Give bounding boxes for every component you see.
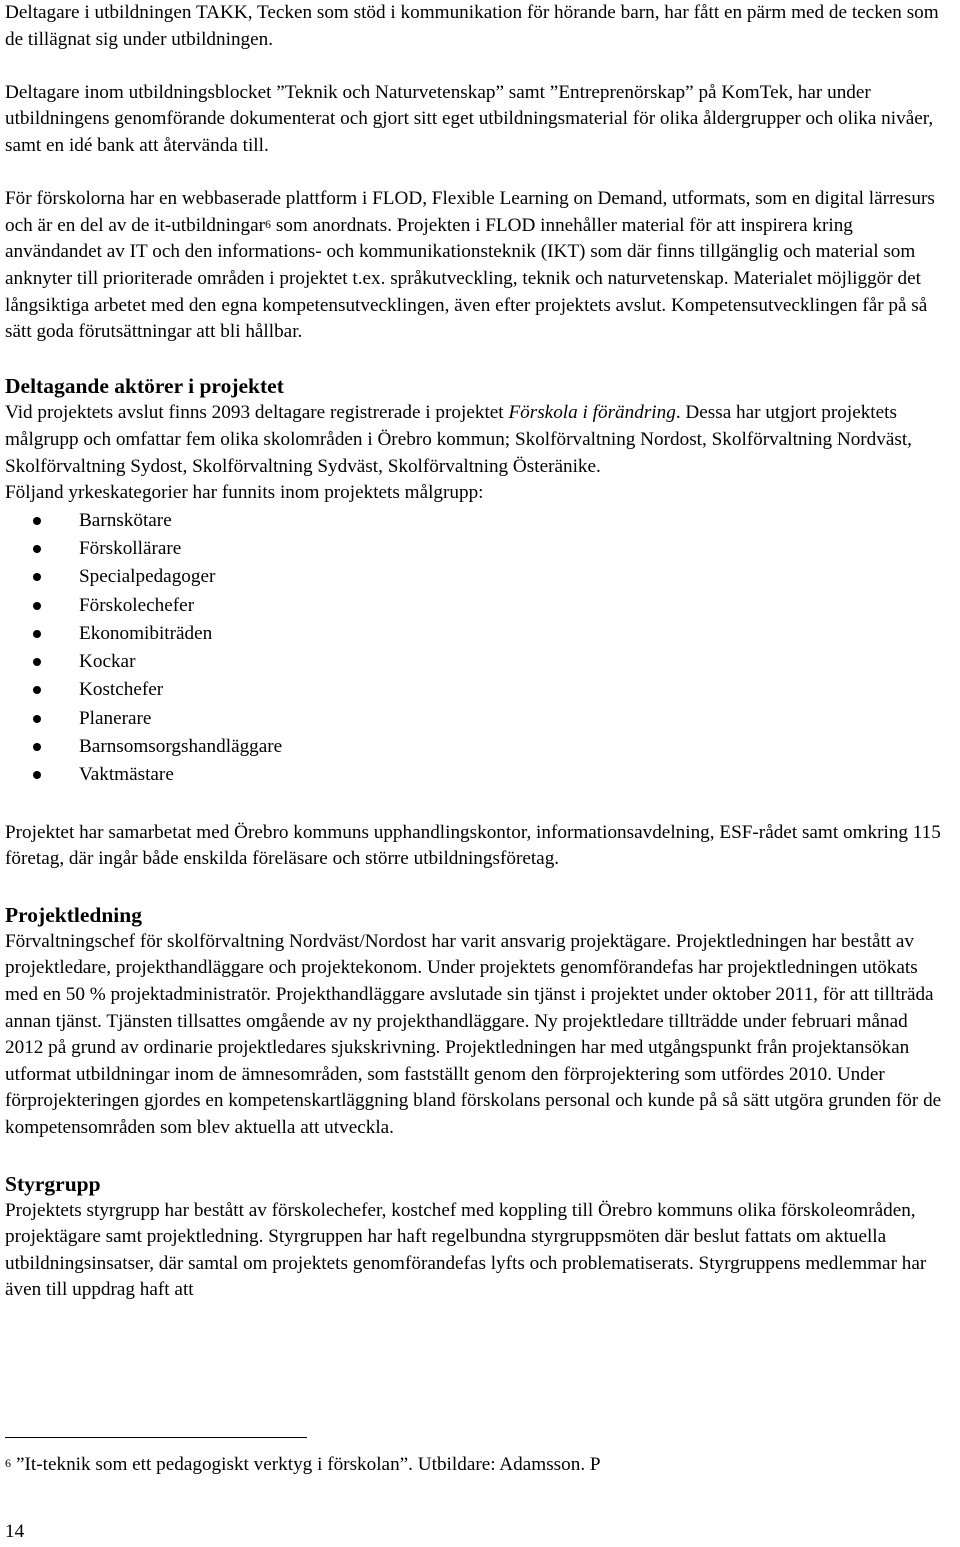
actors-text-a: Vid projektets avslut finns 2093 deltagare registrerade i projektet: [5, 402, 509, 424]
list-item-label: Vaktmästare: [79, 764, 174, 786]
project-name: Förskola i förändring: [508, 402, 676, 424]
list-item: [5, 620, 950, 648]
bullet-icon: [33, 771, 41, 779]
paragraph-collaboration: Projektet har samarbetat med Örebro kommuns upphandlingskontor, informationsavdelning, ESF-rådet samt omkring 115 företag, där ingår både enskilda föreläsare och större utbildningsföretag.: [5, 821, 941, 870]
category-list: [5, 507, 950, 790]
footnote: [5, 1452, 601, 1478]
bullet-icon: [33, 686, 41, 694]
list-item: [5, 705, 950, 733]
paragraph-komtek: Deltagare inom utbildningsblocket ”Teknik och Naturvetenskap” samt ”Entreprenörskap” på KomTek, har under utbildningens genomförande dokumenterat och gjort sitt eget utbildningsmaterial för olika åldergrupper och olika nivåer, samt en idé bank att återvända till.: [5, 81, 934, 156]
paragraph-actors: [5, 400, 950, 480]
list-item: [5, 676, 950, 704]
heading-project-lead: Projektledning: [5, 902, 142, 927]
footnote-reference: 6: [265, 216, 272, 231]
list-item-label: Förskolechefer: [79, 594, 195, 616]
bullet-icon: [33, 573, 41, 581]
heading-steering-group: Styrgrupp: [5, 1171, 101, 1196]
list-item-label: Förskollärare: [79, 537, 182, 559]
bullet-icon: [33, 545, 41, 553]
list-item: [5, 648, 950, 676]
list-item-label: Kockar: [79, 651, 136, 673]
bullet-icon: [33, 743, 41, 751]
list-item-label: Barnsomsorgshandläggare: [79, 736, 283, 758]
list-item: [5, 761, 950, 789]
bullet-icon: [33, 602, 41, 610]
bullet-icon: [33, 630, 41, 638]
paragraph-flod: [5, 186, 950, 346]
bullet-icon: [33, 658, 41, 666]
footnote-text: ”It-teknik som ett pedagogiskt verktyg i förskolan”. Utbildare: Adamsson. P: [16, 1454, 601, 1475]
list-item: [5, 733, 950, 761]
paragraph-flod-part-a: För förskolorna har en webbaserade plattform i FLOD, Flexible Learning on Demand, utformats, som en digital lärresurs och är en del av de it-utbildningar: [5, 188, 935, 236]
footnote-number: 6: [5, 1456, 11, 1470]
list-item-label: Barnskötare: [79, 509, 172, 531]
page-number: 14: [5, 1521, 25, 1542]
list-item-label: Specialpedagoger: [79, 566, 216, 588]
list-item: [5, 563, 950, 591]
footnote-divider: [5, 1437, 307, 1438]
document-page: [5, 0, 950, 1304]
list-intro: Följand yrkeskategorier har funnits inom projektets målgrupp:: [5, 482, 484, 504]
list-item-label: Planerare: [79, 707, 152, 729]
list-item-label: Kostchefer: [79, 679, 164, 701]
heading-actors: Deltagande aktörer i projektet: [5, 374, 284, 399]
list-item: [5, 535, 950, 563]
paragraph-takk: Deltagare i utbildningen TAKK, Tecken som stöd i kommunikation för hörande barn, har fått en pärm med de tecken som de tillägnat sig under utbildningen.: [5, 2, 939, 50]
bullet-icon: [33, 715, 41, 723]
paragraph-project-lead: Förvaltningschef för skolförvaltning Nordväst/Nordost har varit ansvarig projektägare. Projektledningen har bestått av projektledare, projekthandläggare och projektekonom. Under projektets genomförandefas har projektledningen utökats med en 50 % projektadministratör. Projekthandläggare avslutade sin tjänst i projektet under oktober 2011, för att tillträda annan tjänst. Tjänsten tillsattes omgående av ny projekthandläggare. Ny projektledare tillträdde under februari månad 2012 på grund av ordinarie projektledares sjukskrivning. Projektledningen har med utgångspunkt från projektansökan utformat utbildningar inom de ämnesområden, som fastställt genom den förprojektering som utfördes 2010. Under förprojekteringen gjordes en kompetenskartläggning bland förskolans personal och kunde på så sätt utgöra grunden för de kompetensområden som blev aktuella att utveckla.: [5, 930, 942, 1138]
paragraph-steering-group: Projektets styrgrupp har bestått av förskolechefer, kostchef med koppling till Örebro kommuns olika förskoleområden, projektägare samt projektledning. Styrgruppen har haft regelbundna styrgruppsmöten där beslut fattats om aktuella utbildningsinsatser, där samtal om projektets genomförandefas lyfts och problematiserats. Styrgruppens medlemmar har även till uppdrag haft att: [5, 1199, 927, 1301]
actors-text-b: . Dessa har utgjort projektets målgrupp och omfattar fem olika skolområden i Örebro kommun; Skolförvaltning Nordost, Skolförvaltning Nordväst, Skolförvaltning Sydost, Skolförvaltning Sydväst, Skolförvaltning Österänike.: [5, 402, 912, 477]
paragraph-flod-part-b: som anordnats. Projekten i FLOD innehåller material för att inspirera kring användandet av IT och den informations- och kommunikationsteknik (IKT) som där finns tillgänglig och material som anknyter till prioriterade områden i projektet t.ex. språkutveckling, teknik och naturvetenskap. Materialet möjliggör det långsiktiga arbetet med den egna kompetensutvecklingen, även efter projektets avslut. Kompetensutvecklingen får på så sätt goda förutsättningar att bli hållbar.: [5, 214, 928, 343]
list-item-label: Ekonomibiträden: [79, 622, 213, 644]
list-item: [5, 592, 950, 620]
list-item: [5, 507, 950, 535]
bullet-icon: [33, 517, 41, 525]
